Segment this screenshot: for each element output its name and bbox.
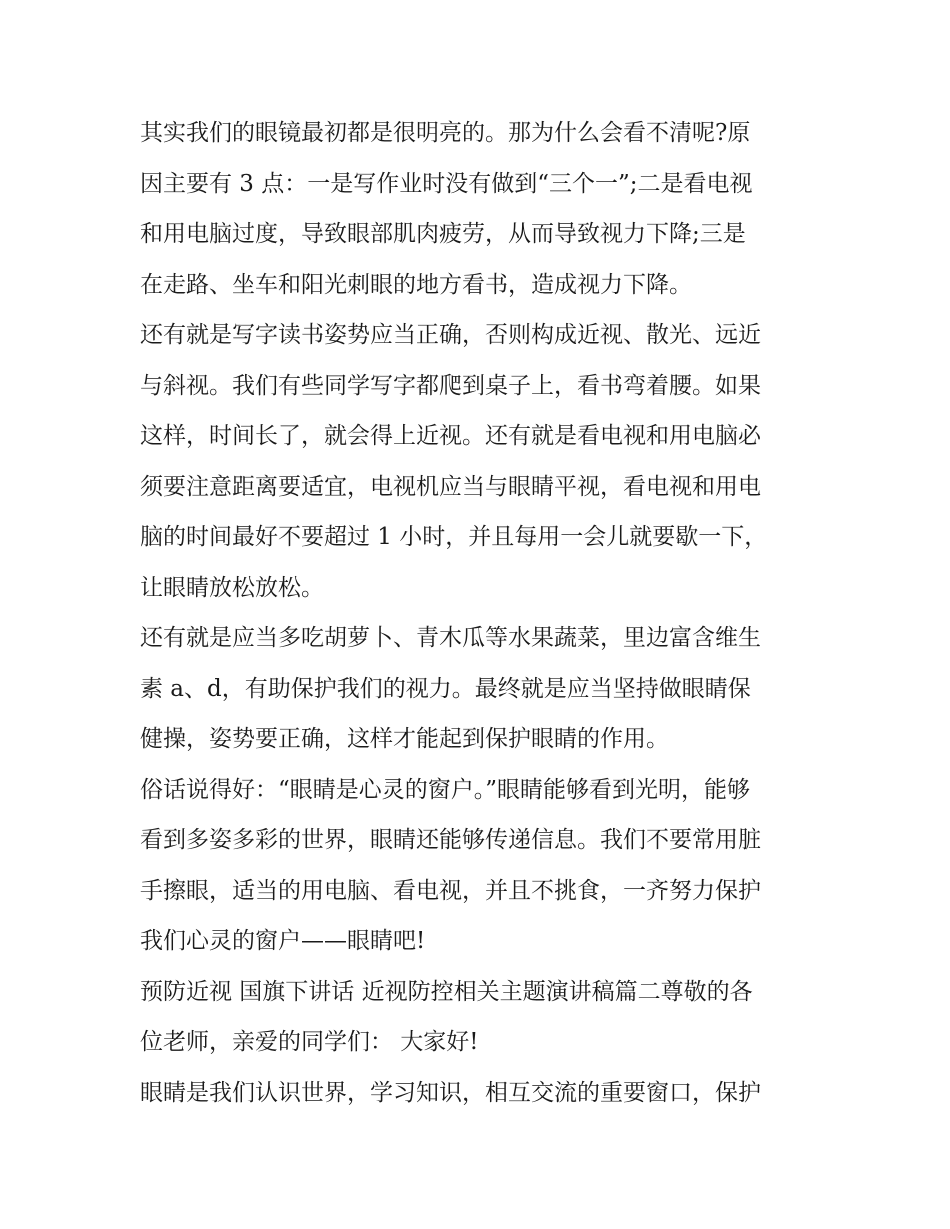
- text-line: 眼睛是我们认识世界，学习知识，相互交流的重要窗口，保护: [140, 1079, 761, 1106]
- text-line: 手擦眼，适当的用电脑、看电视，并且不挑食，一齐努力保护: [140, 877, 761, 904]
- text-line: 素 a、d，有助保护我们的视力。最终就是应当坚持做眼睛保: [140, 675, 751, 702]
- text-line: 在走路、坐车和阳光刺眼的地方看书，造成视力下降。: [140, 271, 692, 298]
- text-line: 与斜视。我们有些同学写字都爬到桌子上，看书弯着腰。如果: [140, 372, 761, 399]
- text-line: 看到多姿多彩的世界，眼睛还能够传递信息。我们不要常用脏: [140, 827, 761, 853]
- text-line: 俗话说得好：“眼睛是心灵的窗户。”眼睛能够看到光明，能够: [140, 776, 751, 803]
- text-line: 健操，姿势要正确，这样才能起到保护眼睛的作用。: [140, 726, 669, 752]
- text-line: 预防近视 国旗下讲话 近视防控相关主题演讲稿篇二尊敬的各: [140, 978, 753, 1005]
- text-line: 还有就是应当多吃胡萝卜、青木瓜等水果蔬菜，里边富含维生: [140, 625, 761, 651]
- text-line: 因主要有 3 点：一是写作业时没有做到“三个一”;二是看电视: [140, 170, 753, 197]
- text-line: 我们心灵的窗户——眼睛吧!: [140, 928, 426, 954]
- text-line: 让眼睛放松放松。: [140, 574, 324, 601]
- text-line: 须要注意距离要适宜，电视机应当与眼睛平视，看电视和用电: [140, 473, 761, 500]
- text-line: 其实我们的眼镜最初都是很明亮的。那为什么会看不清呢?原: [140, 120, 751, 146]
- text-line: 脑的时间最好不要超过 1 小时，并且每用一会儿就要歇一下，: [140, 524, 768, 550]
- text-line: 还有就是写字读书姿势应当正确，否则构成近视、散光、远近: [140, 322, 761, 348]
- body-text: [140, 108, 816, 1118]
- text-line: 这样，时间长了，就会得上近视。还有就是看电视和用电脑必: [140, 423, 761, 449]
- text-line: 和用电脑过度，导致眼部肌肉疲劳，从而导致视力下降;三是: [140, 221, 746, 247]
- text-line: 位老师，亲爱的同学们： 大家好!: [140, 1029, 479, 1055]
